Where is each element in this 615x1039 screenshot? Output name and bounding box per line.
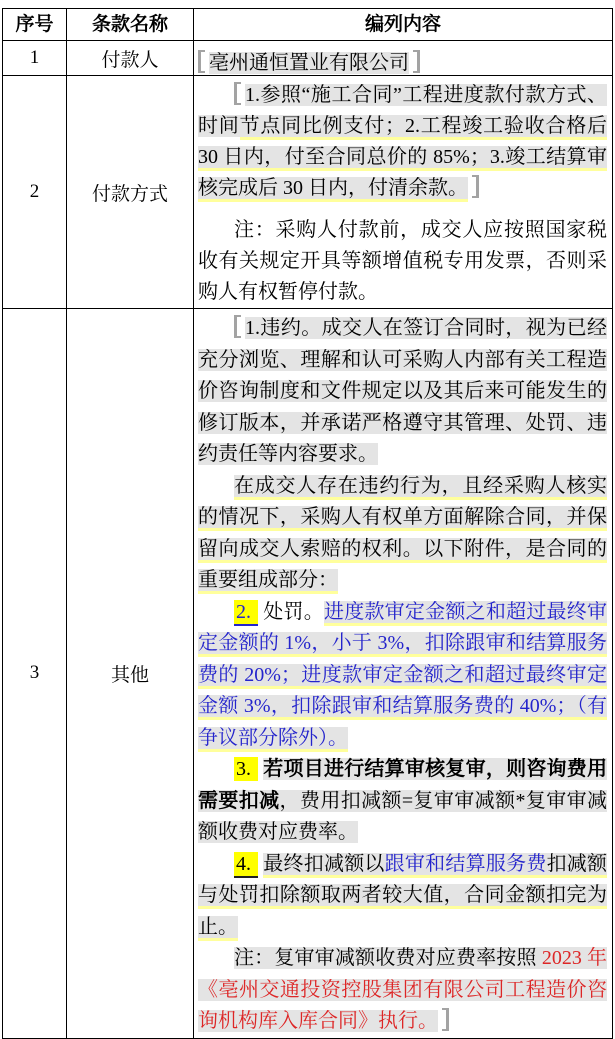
- payment-terms-paragraph: [198, 80, 607, 204]
- cell-row1-content: [194, 41, 613, 76]
- header-serial-number: 序号: [3, 9, 67, 41]
- table-row-other: [3, 309, 613, 1039]
- content-control-open-bracket-icon: [234, 315, 241, 338]
- breach-text: 1.违约。成交人在签订合同时，视为已经充分浏览、理解和认可采购人内部有关工程造价咨询制度和文件规定以及其后来可能发生的修订版本，并承诺严格遵守其管理、处罚、违约责任等内容要求。: [198, 317, 607, 465]
- rate-note-red-text: 2023 年《亳州交通投资控股集团有限公司工程造价咨询机构库入库合同》执行。: [198, 947, 608, 1032]
- final-text-a: 最终扣减额以: [263, 853, 384, 878]
- review-bold-text: 若项目进行结算审核复审，则咨询费用需要扣减: [198, 758, 608, 812]
- payment-note-text: 注：采购人付款前，成交人应按照国家税收有关规定开具等额增值税专用发票，否则采购人有权暂停付款。: [198, 219, 607, 303]
- contract-terms-table: [2, 8, 613, 1039]
- cell-row3-clause: 其他: [67, 309, 194, 1039]
- penalty-body-text: 进度款审定金额之和超过最终审定金额的 1%，小于 3%，扣除跟审和结算服务费的 20%；进度款审定金额之和超过最终审定金额 3%，扣除跟审和结算服务费的 40%；（有争议部分除外）。: [198, 601, 607, 752]
- content-control-close-bracket-icon: [472, 175, 479, 198]
- termination-paragraph: [198, 471, 607, 597]
- final-text-b: 扣减额与处罚扣除额取两者较大值，合同金额扣完为止。: [198, 853, 607, 941]
- penalty-number-highlight: 2.: [234, 600, 258, 626]
- rate-note-label: 注：复审审减额收费对应费率按照: [234, 947, 542, 969]
- cell-row2-clause: 付款方式: [67, 76, 194, 309]
- review-formula-text: ，费用扣减额=复审审减额*复审审减额收费对应费率。: [198, 789, 608, 843]
- review-number-highlight: 3.: [234, 757, 258, 781]
- payment-terms-run-underlined: 节点同比例支付；2.工程竣工验收合格后 30 日内，付至合同总价的 85%；3.竣工结算审核完成后 30 日内，付清余款。: [198, 115, 607, 202]
- penalty-label: 处罚。: [263, 600, 324, 623]
- content-control-open-bracket-icon: [234, 82, 241, 105]
- header-content: 编列内容: [194, 9, 613, 41]
- final-blue-text: 跟审和结算服务费: [385, 853, 547, 878]
- content-control-close-bracket-icon: [442, 1008, 449, 1031]
- table-row-payer: [3, 41, 613, 76]
- cell-row2-content: [194, 76, 613, 309]
- payment-note-paragraph: [198, 215, 607, 308]
- table-row-payment-method: [3, 76, 613, 309]
- cell-row2-no: 2: [3, 76, 67, 309]
- review-deduction-paragraph: [198, 754, 607, 849]
- cell-row3-no: 3: [3, 309, 67, 1039]
- payment-terms-run-plain: 1.参照“施工合同”工程进度款付款方式、时间: [198, 84, 607, 137]
- breach-paragraph: [198, 313, 607, 471]
- content-control-close-bracket-icon: [413, 50, 420, 73]
- table-header-row: [3, 9, 613, 41]
- penalty-paragraph: [198, 597, 607, 755]
- header-clause-name: 条款名称: [67, 9, 194, 41]
- termination-text: 在成交人存在违约行为，且经采购人核实的情况下，采购人有权单方面解除合同，并保留向成交人索赔的权利。以下附件，是合同的重要组成部分：: [198, 475, 607, 595]
- payer-company-name: 亳州通恒置业有限公司: [209, 51, 409, 74]
- cell-row1-no: 1: [3, 41, 67, 76]
- final-number-highlight: 4.: [234, 852, 258, 878]
- content-control-open-bracket-icon: [198, 50, 205, 73]
- cell-row3-content: [194, 309, 613, 1039]
- cell-row1-clause: 付款人: [67, 41, 194, 76]
- rate-note-paragraph: [198, 943, 607, 1038]
- final-deduction-paragraph: [198, 849, 607, 944]
